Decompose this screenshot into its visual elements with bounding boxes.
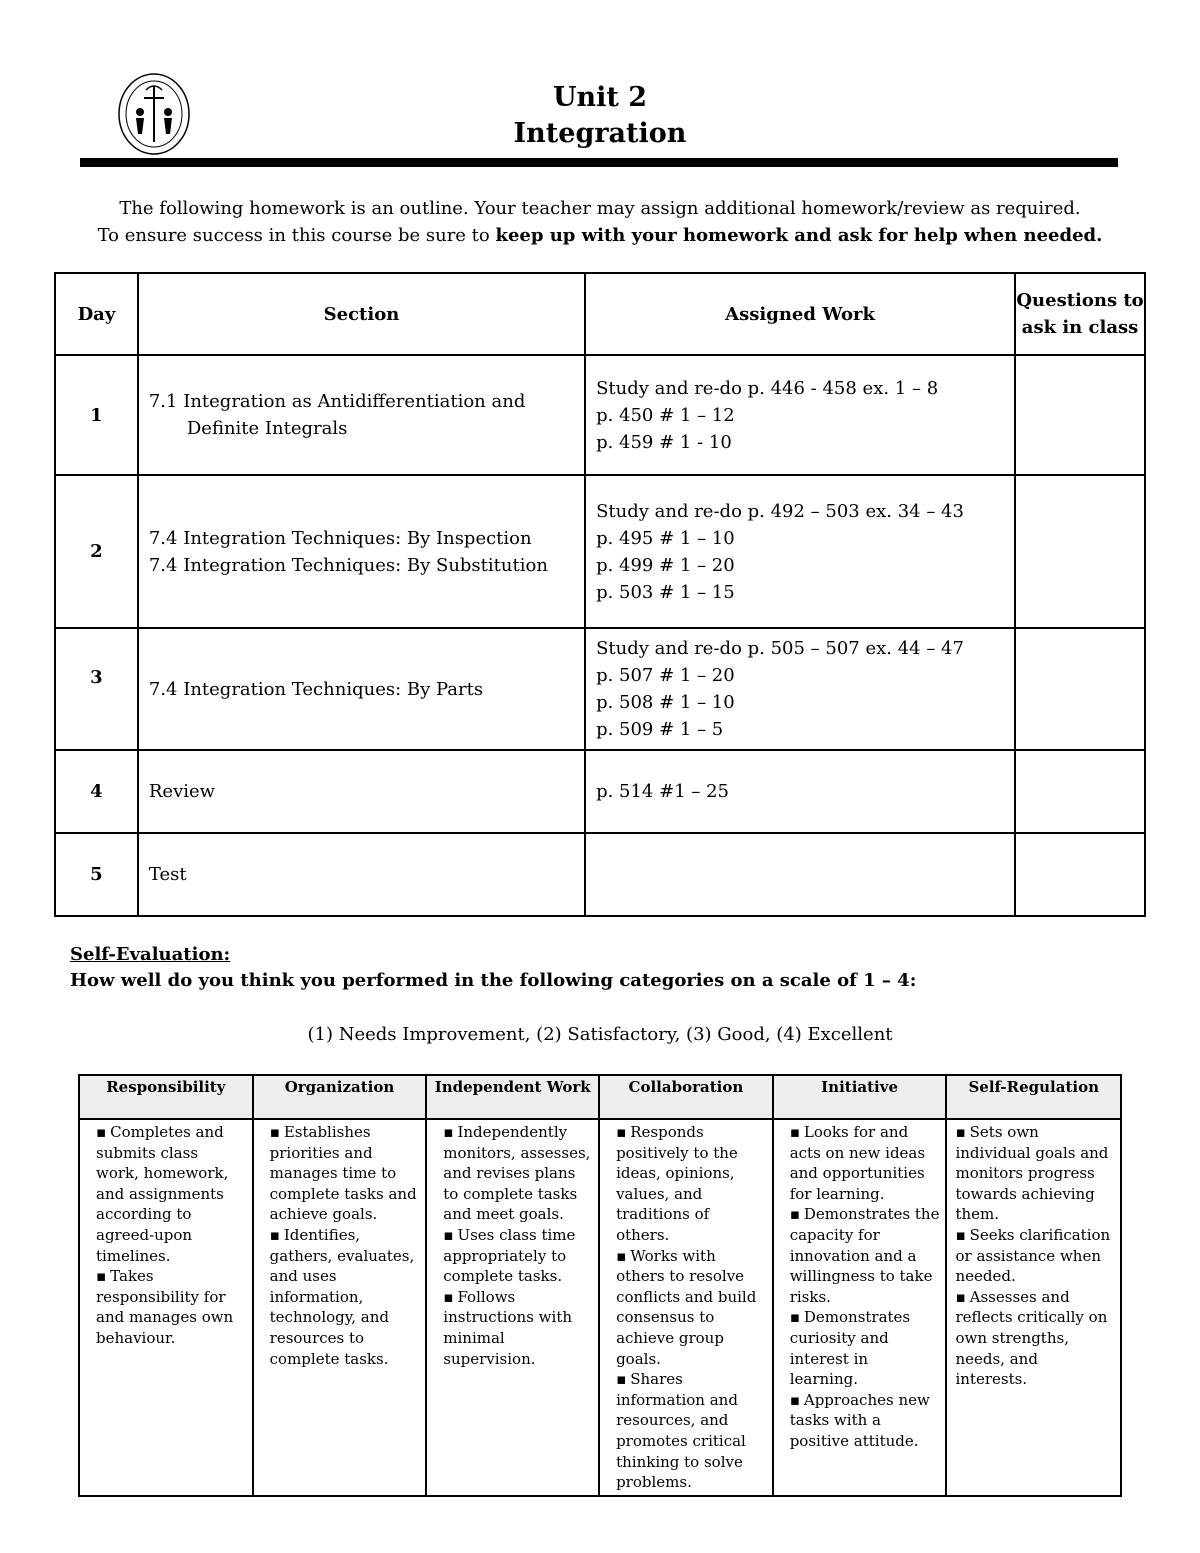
skill-cell-responsibility xyxy=(79,1119,253,1496)
skill-bullet: ▪ Shares information and resources, and promotes critical thinking to solve problems. xyxy=(616,1369,766,1493)
questions-cell xyxy=(1015,355,1145,475)
skill-cell-independent-work xyxy=(426,1119,599,1496)
skill-bullet: ▪ Approaches new tasks with a positive attitude. xyxy=(790,1390,940,1452)
work-line: p. 503 # 1 – 15 xyxy=(596,581,735,603)
skill-header-initiative: Initiative xyxy=(773,1075,947,1119)
table-row xyxy=(55,355,1145,475)
self-evaluation-colon: : xyxy=(223,944,231,965)
header-assigned-work: Assigned Work xyxy=(585,273,1015,355)
skill-bullet: ▪ Independently monitors, assesses, and revises plans to complete tasks and meet goals. xyxy=(443,1122,592,1225)
skill-bullet: ▪ Demonstrates curiosity and interest in learning. xyxy=(790,1307,940,1389)
section-cell xyxy=(138,750,585,833)
skill-bullet: ▪ Works with others to resolve conflicts and build consensus to achieve group goals. xyxy=(616,1246,766,1370)
work-line: p. 509 # 1 – 5 xyxy=(596,719,724,740)
skill-header-organization: Organization xyxy=(253,1075,427,1119)
day-cell: 1 xyxy=(55,355,138,475)
questions-cell xyxy=(1015,750,1145,833)
title-unit: Unit 2 xyxy=(552,82,648,113)
header-questions: Questions to ask in class xyxy=(1015,273,1145,355)
section-cell xyxy=(138,355,585,475)
work-line: p. 514 #1 – 25 xyxy=(596,781,729,802)
section-line: 7.4 Integration Techniques: By Inspection xyxy=(148,527,532,549)
section-line: Definite Integrals xyxy=(186,418,348,439)
work-line: p. 459 # 1 - 10 xyxy=(596,431,732,453)
self-evaluation-title-text: Self-Evaluation xyxy=(70,944,224,965)
skill-header-collaboration: Collaboration xyxy=(599,1075,773,1119)
self-evaluation-question: How well do you think you performed in the following categories on a scale of 1 – 4: xyxy=(70,970,917,991)
intro-line-2 xyxy=(0,222,1200,249)
assigned-work-cell xyxy=(585,475,1015,628)
skill-cell-initiative xyxy=(773,1119,947,1496)
work-line: p. 507 # 1 – 20 xyxy=(596,665,735,686)
skill-bullet: ▪ Responds positively to the ideas, opinions, values, and traditions of others. xyxy=(616,1122,766,1246)
section-cell xyxy=(138,628,585,750)
day-cell: 4 xyxy=(55,750,138,833)
skill-bullet: ▪ Sets own individual goals and monitors progress towards achieving them. xyxy=(955,1122,1114,1225)
assigned-work-cell xyxy=(585,833,1015,916)
skill-bullet: ▪ Uses class time appropriately to complete tasks. xyxy=(443,1225,592,1287)
section-cell xyxy=(138,833,585,916)
assigned-work-cell xyxy=(585,355,1015,475)
header-day: Day xyxy=(55,273,138,355)
work-line: p. 508 # 1 – 10 xyxy=(596,692,735,713)
questions-cell xyxy=(1015,475,1145,628)
section-line: Review xyxy=(148,781,216,802)
skill-bullet: ▪ Looks for and acts on new ideas and opportunities for learning. xyxy=(790,1122,940,1204)
intro-text xyxy=(0,195,1200,249)
self-evaluation-title xyxy=(70,944,230,965)
assigned-work-cell xyxy=(585,628,1015,750)
skill-bullet: ▪ Assesses and reflects critically on own strengths, needs, and interests. xyxy=(955,1287,1114,1390)
homework-table xyxy=(54,272,1146,917)
header-section: Section xyxy=(138,273,585,355)
questions-cell xyxy=(1015,833,1145,916)
skill-bullet: ▪ Takes responsibility for and manages own behaviour. xyxy=(96,1266,246,1348)
day-cell: 3 xyxy=(55,628,138,750)
skills-description-row xyxy=(79,1119,1121,1496)
work-line: p. 450 # 1 – 12 xyxy=(596,404,735,426)
section-cell xyxy=(138,475,585,628)
table-row xyxy=(55,750,1145,833)
skill-cell-organization xyxy=(253,1119,427,1496)
learning-skills-table xyxy=(78,1074,1122,1497)
section-line: Test xyxy=(148,864,187,885)
work-line: Study and re-do p. 505 – 507 ex. 44 – 47 xyxy=(596,638,964,659)
section-line: 7.1 Integration as Antidifferentiation and xyxy=(148,391,526,412)
skill-cell-collaboration xyxy=(599,1119,773,1496)
table-row xyxy=(55,833,1145,916)
section-line: 7.4 Integration Techniques: By Parts xyxy=(148,678,484,700)
skill-bullet: ▪ Follows instructions with minimal supervision. xyxy=(443,1287,592,1369)
skill-bullet: ▪ Identifies, gathers, evaluates, and uses information, technology, and resources to complete tasks. xyxy=(270,1225,420,1369)
header-rule xyxy=(80,158,1118,167)
skill-cell-self-regulation xyxy=(946,1119,1121,1496)
work-line: Study and re-do p. 492 – 503 ex. 34 – 43 xyxy=(596,500,964,522)
skill-bullet: ▪ Establishes priorities and manages time to complete tasks and achieve goals. xyxy=(270,1122,420,1225)
section-line: 7.4 Integration Techniques: By Substitution xyxy=(148,554,548,576)
skill-header-independent-work: Independent Work xyxy=(426,1075,599,1119)
skill-header-responsibility: Responsibility xyxy=(79,1075,253,1119)
work-line: Study and re-do p. 446 - 458 ex. 1 – 8 xyxy=(596,377,939,399)
intro-line-2-bold: keep up with your homework and ask for help when needed. xyxy=(495,225,1103,246)
homework-header-row xyxy=(55,273,1145,355)
skill-bullet: ▪ Seeks clarification or assistance when needed. xyxy=(955,1225,1114,1287)
rating-scale: (1) Needs Improvement, (2) Satisfactory, (3) Good, (4) Excellent xyxy=(307,1024,893,1045)
intro-line-1: The following homework is an outline. Your teacher may assign additional homework/review as required. xyxy=(119,198,1081,219)
assigned-work-cell xyxy=(585,750,1015,833)
title-topic: Integration xyxy=(513,118,687,149)
questions-cell xyxy=(1015,628,1145,750)
skills-header-row xyxy=(79,1075,1121,1119)
work-line: p. 495 # 1 – 10 xyxy=(596,527,735,549)
skill-bullet: ▪ Completes and submits class work, homework, and assignments according to agreed-upon timelines. xyxy=(96,1122,246,1266)
day-cell: 5 xyxy=(55,833,138,916)
table-row xyxy=(55,475,1145,628)
intro-line-2-plain: To ensure success in this course be sure to xyxy=(97,225,496,246)
table-row xyxy=(55,628,1145,750)
skill-header-self-regulation: Self-Regulation xyxy=(946,1075,1121,1119)
page-title xyxy=(0,80,1200,152)
skill-bullet: ▪ Demonstrates the capacity for innovation and a willingness to take risks. xyxy=(790,1204,940,1307)
work-line: p. 499 # 1 – 20 xyxy=(596,554,735,576)
day-cell: 2 xyxy=(55,475,138,628)
